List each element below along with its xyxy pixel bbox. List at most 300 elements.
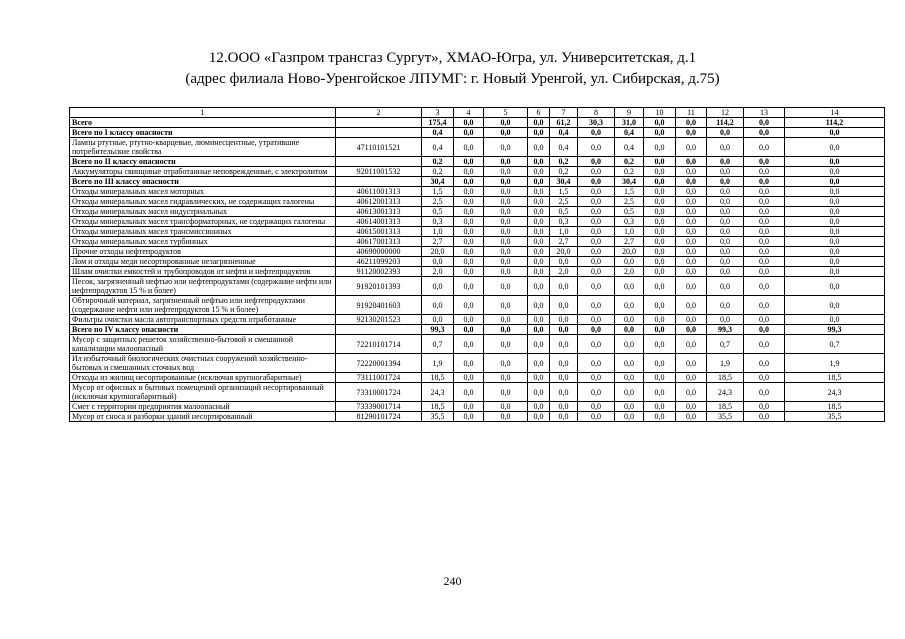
value-cell: 0,0 [528, 237, 550, 247]
value-cell: 2,5 [422, 197, 454, 207]
value-cell: 0,0 [676, 383, 707, 402]
value-cell: 0,0 [707, 217, 744, 227]
value-cell: 0,0 [744, 167, 785, 177]
value-cell: 24,3 [785, 383, 885, 402]
value-cell: 18,5 [707, 373, 744, 383]
value-cell: 114,2 [785, 118, 885, 128]
value-cell: 0,0 [484, 402, 528, 412]
value-cell: 0,0 [744, 267, 785, 277]
table-row [70, 207, 885, 217]
value-cell: 2,7 [615, 237, 644, 247]
value-cell: 0,0 [578, 177, 615, 187]
value-cell: 0,0 [528, 335, 550, 354]
value-cell: 0,0 [528, 217, 550, 227]
value-cell: 0,0 [454, 335, 484, 354]
value-cell: 0,0 [578, 157, 615, 167]
value-cell: 0,0 [484, 138, 528, 157]
waste-code-cell: 40617001313 [336, 237, 422, 247]
value-cell: 0,0 [550, 354, 578, 373]
value-cell: 0,0 [528, 383, 550, 402]
value-cell: 0,0 [484, 267, 528, 277]
waste-name-cell: Песок, загрязненный нефтью или нефтепродуктами (содержание нефти или нефтепродуктов 15 % и более) [70, 277, 336, 296]
value-cell: 18,5 [785, 373, 885, 383]
value-cell: 0,0 [484, 157, 528, 167]
value-cell: 0,0 [707, 247, 744, 257]
value-cell: 0,0 [578, 383, 615, 402]
waste-name-cell: Аккумуляторы свинцовые отработанные неповрежденные, с электролитом [70, 167, 336, 177]
value-cell: 0,0 [707, 128, 744, 138]
value-cell: 0,0 [484, 383, 528, 402]
value-cell: 0,0 [744, 354, 785, 373]
value-cell: 0,0 [528, 325, 550, 335]
waste-name-cell: Всего по II классу опасности [70, 157, 336, 167]
value-cell: 0,0 [785, 217, 885, 227]
column-header: 9 [615, 108, 644, 118]
waste-table [69, 107, 885, 422]
waste-code-cell [336, 118, 422, 128]
value-cell: 0,0 [550, 412, 578, 422]
value-cell: 0,0 [707, 267, 744, 277]
waste-code-cell [336, 128, 422, 138]
table-row [70, 167, 885, 177]
value-cell: 0,0 [578, 402, 615, 412]
value-cell: 0,0 [744, 187, 785, 197]
value-cell: 0,0 [707, 138, 744, 157]
value-cell: 0,0 [644, 267, 676, 277]
value-cell: 0,4 [615, 128, 644, 138]
value-cell: 0,0 [454, 373, 484, 383]
value-cell: 0,0 [744, 296, 785, 315]
value-cell: 0,0 [454, 177, 484, 187]
value-cell: 0,0 [528, 177, 550, 187]
value-cell: 24,3 [707, 383, 744, 402]
waste-code-cell: 72220001394 [336, 354, 422, 373]
value-cell: 0,0 [676, 267, 707, 277]
column-header: 4 [454, 108, 484, 118]
waste-name-cell: Отходы из жилищ несортированные (исключая крупногабаритные) [70, 373, 336, 383]
value-cell: 99,3 [422, 325, 454, 335]
waste-code-cell: 72210101714 [336, 335, 422, 354]
value-cell: 0,0 [744, 237, 785, 247]
value-cell: 20,0 [422, 247, 454, 257]
value-cell: 0,0 [744, 227, 785, 237]
value-cell: 0,0 [676, 247, 707, 257]
value-cell: 0,0 [528, 197, 550, 207]
table-row [70, 138, 885, 157]
value-cell: 0,0 [550, 373, 578, 383]
value-cell: 0,0 [454, 207, 484, 217]
value-cell: 0,0 [676, 315, 707, 325]
value-cell: 0,0 [744, 128, 785, 138]
value-cell: 0,0 [484, 354, 528, 373]
waste-code-cell: 81290101724 [336, 412, 422, 422]
value-cell: 20,0 [615, 247, 644, 257]
value-cell: 0,0 [644, 373, 676, 383]
table-row [70, 187, 885, 197]
waste-name-cell: Мусор с защитных решеток хозяйственно-бытовой и смешанной канализации малоопасный [70, 335, 336, 354]
value-cell: 0,0 [528, 402, 550, 412]
value-cell: 2,0 [422, 267, 454, 277]
table-row [70, 227, 885, 237]
value-cell: 0,0 [484, 177, 528, 187]
value-cell: 0,0 [676, 296, 707, 315]
value-cell: 0,0 [484, 227, 528, 237]
value-cell: 0,0 [550, 402, 578, 412]
value-cell: 0,0 [744, 257, 785, 267]
value-cell: 0,0 [644, 277, 676, 296]
table-row [70, 383, 885, 402]
value-cell: 0,0 [644, 257, 676, 267]
value-cell: 2,5 [615, 197, 644, 207]
value-cell: 2,7 [550, 237, 578, 247]
value-cell: 0,0 [484, 118, 528, 128]
value-cell: 0,0 [578, 325, 615, 335]
value-cell: 0,0 [676, 277, 707, 296]
value-cell: 0,4 [550, 128, 578, 138]
value-cell: 0,0 [707, 315, 744, 325]
value-cell: 0,0 [676, 157, 707, 167]
waste-code-cell: 40613001313 [336, 207, 422, 217]
value-cell: 0,0 [644, 247, 676, 257]
value-cell: 0,0 [744, 138, 785, 157]
value-cell: 0,0 [744, 335, 785, 354]
value-cell: 0,0 [744, 383, 785, 402]
value-cell: 0,0 [744, 177, 785, 187]
value-cell: 0,4 [615, 138, 644, 157]
value-cell: 0,0 [528, 118, 550, 128]
value-cell: 0,0 [644, 412, 676, 422]
column-header: 2 [336, 108, 422, 118]
waste-name-cell: Всего [70, 118, 336, 128]
value-cell: 0,0 [785, 207, 885, 217]
value-cell: 0,0 [644, 354, 676, 373]
waste-name-cell: Всего по III классу опасности [70, 177, 336, 187]
value-cell: 0,0 [615, 402, 644, 412]
value-cell: 0,0 [744, 402, 785, 412]
value-cell: 0,0 [484, 217, 528, 227]
value-cell: 0,0 [528, 187, 550, 197]
waste-code-cell: 73339001714 [336, 402, 422, 412]
document-subtitle-address: (адрес филиала Ново-Уренгойское ЛПУМГ: г. Новый Уренгой, ул. Сибирская, д.75) [185, 71, 720, 87]
value-cell: 0,0 [707, 237, 744, 247]
value-cell: 0,0 [676, 257, 707, 267]
value-cell: 0,0 [454, 383, 484, 402]
value-cell: 0,5 [615, 207, 644, 217]
value-cell: 0,0 [707, 177, 744, 187]
table-row [70, 237, 885, 247]
value-cell: 0,7 [785, 335, 885, 354]
value-cell: 0,0 [707, 207, 744, 217]
waste-name-cell: Лом и отходы меди несортированные незагрязненные [70, 257, 336, 267]
table-row [70, 197, 885, 207]
value-cell: 0,2 [615, 167, 644, 177]
value-cell: 0,0 [615, 373, 644, 383]
waste-code-cell: 40615001313 [336, 227, 422, 237]
value-cell: 0,0 [484, 207, 528, 217]
value-cell: 0,0 [644, 217, 676, 227]
value-cell: 0,0 [578, 207, 615, 217]
value-cell: 0,0 [454, 354, 484, 373]
waste-name-cell: Лампы ртутные, ртутно-кварцевые, люминесцентные, утратившие потребительские свойства [70, 138, 336, 157]
value-cell: 0,0 [707, 296, 744, 315]
waste-name-cell: Всего по IV классу опасности [70, 325, 336, 335]
column-header: 8 [578, 108, 615, 118]
waste-code-cell: 91120002393 [336, 267, 422, 277]
table-row [70, 267, 885, 277]
table-row [70, 315, 885, 325]
value-cell: 0,0 [528, 207, 550, 217]
table-row [70, 373, 885, 383]
value-cell: 0,0 [615, 315, 644, 325]
value-cell: 0,0 [785, 247, 885, 257]
value-cell: 0,0 [615, 296, 644, 315]
value-cell: 0,0 [528, 157, 550, 167]
column-header: 11 [676, 108, 707, 118]
value-cell: 0,3 [550, 217, 578, 227]
column-number-row [70, 108, 885, 118]
value-cell: 0,0 [644, 335, 676, 354]
document-title: 12.ООО «Газпром трансгаз Сургут», ХМАО-Югра, ул. Университетская, д.1 [208, 50, 697, 66]
value-cell: 0,0 [454, 257, 484, 267]
value-cell: 0,0 [578, 267, 615, 277]
value-cell: 0,0 [578, 217, 615, 227]
value-cell: 24,3 [422, 383, 454, 402]
value-cell: 0,0 [484, 412, 528, 422]
waste-code-cell [336, 177, 422, 187]
table-row [70, 296, 885, 315]
value-cell: 0,0 [615, 335, 644, 354]
value-cell: 0,0 [578, 227, 615, 237]
value-cell: 0,0 [644, 383, 676, 402]
subtotal-row [70, 157, 885, 167]
value-cell: 0,0 [550, 257, 578, 267]
value-cell: 0,0 [454, 247, 484, 257]
value-cell: 0,0 [785, 177, 885, 187]
value-cell: 0,0 [707, 197, 744, 207]
value-cell: 2,0 [550, 267, 578, 277]
value-cell: 0,0 [578, 187, 615, 197]
column-header: 14 [785, 108, 885, 118]
waste-code-cell: 40611001313 [336, 187, 422, 197]
table-row [70, 354, 885, 373]
value-cell: 0,0 [744, 118, 785, 128]
value-cell: 0,0 [454, 296, 484, 315]
page-number: 240 [443, 574, 462, 588]
value-cell: 0,0 [676, 128, 707, 138]
value-cell: 35,5 [707, 412, 744, 422]
value-cell: 0,0 [644, 177, 676, 187]
value-cell: 0,0 [676, 118, 707, 128]
value-cell: 0,0 [644, 187, 676, 197]
value-cell: 0,0 [484, 197, 528, 207]
value-cell: 0,0 [454, 187, 484, 197]
subtotal-row [70, 118, 885, 128]
value-cell: 0,0 [785, 128, 885, 138]
value-cell: 1,9 [422, 354, 454, 373]
value-cell: 0,0 [676, 402, 707, 412]
value-cell: 0,0 [615, 383, 644, 402]
table-body [70, 108, 885, 422]
value-cell: 0,0 [528, 373, 550, 383]
value-cell: 1,0 [615, 227, 644, 237]
value-cell: 0,0 [676, 335, 707, 354]
value-cell: 0,0 [644, 138, 676, 157]
value-cell: 0,0 [615, 277, 644, 296]
waste-code-cell: 73111001724 [336, 373, 422, 383]
value-cell: 0,0 [615, 354, 644, 373]
value-cell: 61,2 [550, 118, 578, 128]
value-cell: 0,0 [644, 207, 676, 217]
value-cell: 0,0 [744, 373, 785, 383]
value-cell: 30,4 [615, 177, 644, 187]
value-cell: 0,5 [550, 207, 578, 217]
value-cell: 0,0 [676, 412, 707, 422]
value-cell: 0,0 [454, 197, 484, 207]
value-cell: 0,0 [484, 277, 528, 296]
column-header: 7 [550, 108, 578, 118]
value-cell: 0,0 [676, 207, 707, 217]
value-cell: 0,0 [422, 257, 454, 267]
waste-name-cell: Отходы минеральных масел индустриальных [70, 207, 336, 217]
waste-code-cell: 92011001532 [336, 167, 422, 177]
value-cell: 0,0 [744, 197, 785, 207]
waste-code-cell: 46211099203 [336, 257, 422, 267]
value-cell: 2,5 [550, 197, 578, 207]
value-cell: 0,0 [528, 267, 550, 277]
value-cell: 0,0 [707, 187, 744, 197]
value-cell: 0,0 [484, 167, 528, 177]
value-cell: 0,0 [785, 257, 885, 267]
value-cell: 99,3 [707, 325, 744, 335]
value-cell: 0,0 [578, 138, 615, 157]
value-cell: 0,0 [676, 217, 707, 227]
value-cell: 0,0 [528, 277, 550, 296]
value-cell: 0,0 [676, 187, 707, 197]
value-cell: 0,0 [578, 257, 615, 267]
value-cell: 0,0 [484, 325, 528, 335]
subtotal-row [70, 128, 885, 138]
table-row [70, 335, 885, 354]
column-header: 13 [744, 108, 785, 118]
value-cell: 0,0 [454, 412, 484, 422]
value-cell: 0,0 [550, 296, 578, 315]
value-cell: 0,0 [785, 227, 885, 237]
value-cell: 0,0 [528, 227, 550, 237]
value-cell: 1,0 [550, 227, 578, 237]
table-row [70, 402, 885, 412]
value-cell: 0,4 [422, 138, 454, 157]
waste-name-cell: Мусор от офисных и бытовых помещений организаций несортированный (исключая крупногабаритный) [70, 383, 336, 402]
value-cell: 18,5 [707, 402, 744, 412]
waste-name-cell: Отходы минеральных масел моторных [70, 187, 336, 197]
value-cell: 0,0 [454, 167, 484, 177]
column-header: 10 [644, 108, 676, 118]
value-cell: 0,2 [550, 167, 578, 177]
value-cell: 0,3 [422, 217, 454, 227]
value-cell: 114,2 [707, 118, 744, 128]
value-cell: 0,0 [644, 325, 676, 335]
value-cell: 0,0 [528, 296, 550, 315]
waste-name-cell: Отходы минеральных масел трансмиссионных [70, 227, 336, 237]
value-cell: 0,0 [644, 315, 676, 325]
value-cell: 0,0 [676, 197, 707, 207]
value-cell: 0,0 [454, 217, 484, 227]
value-cell: 0,0 [528, 247, 550, 257]
value-cell: 0,0 [785, 138, 885, 157]
value-cell: 0,2 [422, 167, 454, 177]
waste-code-cell [336, 325, 422, 335]
table-row [70, 217, 885, 227]
column-header: 12 [707, 108, 744, 118]
value-cell: 0,0 [454, 325, 484, 335]
value-cell: 0,0 [550, 383, 578, 402]
value-cell: 0,0 [528, 412, 550, 422]
value-cell: 0,0 [484, 187, 528, 197]
value-cell: 0,3 [615, 217, 644, 227]
value-cell: 0,0 [707, 257, 744, 267]
value-cell: 2,0 [615, 267, 644, 277]
value-cell: 31,0 [615, 118, 644, 128]
value-cell: 0,0 [744, 247, 785, 257]
value-cell: 0,0 [578, 315, 615, 325]
value-cell: 0,0 [785, 167, 885, 177]
value-cell: 0,4 [550, 138, 578, 157]
waste-name-cell: Отходы минеральных масел турбинных [70, 237, 336, 247]
value-cell: 0,0 [744, 315, 785, 325]
value-cell: 0,0 [454, 267, 484, 277]
value-cell: 0,0 [484, 373, 528, 383]
waste-code-cell [336, 157, 422, 167]
value-cell: 30,4 [422, 177, 454, 187]
value-cell: 0,0 [676, 227, 707, 237]
subtotal-row [70, 177, 885, 187]
waste-name-cell: Смет с территории предприятия малоопасный [70, 402, 336, 412]
waste-code-cell: 40612001313 [336, 197, 422, 207]
value-cell: 0,0 [528, 354, 550, 373]
value-cell: 0,0 [644, 118, 676, 128]
value-cell: 0,0 [422, 315, 454, 325]
waste-code-cell: 91920401603 [336, 296, 422, 315]
value-cell: 0,0 [550, 315, 578, 325]
value-cell: 0,0 [644, 197, 676, 207]
value-cell: 0,0 [644, 296, 676, 315]
value-cell: 2,7 [422, 237, 454, 247]
value-cell: 1,5 [615, 187, 644, 197]
value-cell: 35,5 [422, 412, 454, 422]
value-cell: 1,5 [550, 187, 578, 197]
value-cell: 0,0 [785, 267, 885, 277]
value-cell: 0,0 [550, 335, 578, 354]
value-cell: 0,0 [550, 325, 578, 335]
value-cell: 0,0 [615, 325, 644, 335]
value-cell: 0,0 [578, 197, 615, 207]
column-header: 5 [484, 108, 528, 118]
value-cell: 18,5 [422, 402, 454, 412]
value-cell: 0,0 [454, 118, 484, 128]
value-cell: 0,0 [707, 157, 744, 167]
value-cell: 0,0 [484, 128, 528, 138]
value-cell: 0,0 [454, 402, 484, 412]
waste-code-cell: 92130201523 [336, 315, 422, 325]
waste-name-cell: Всего по I классу опасности [70, 128, 336, 138]
waste-name-cell: Фильтры очистки масла автотранспортных средств отработанные [70, 315, 336, 325]
value-cell: 0,0 [744, 277, 785, 296]
value-cell: 0,0 [454, 277, 484, 296]
value-cell: 0,0 [578, 277, 615, 296]
waste-code-cell: 91920101393 [336, 277, 422, 296]
value-cell: 0,0 [578, 128, 615, 138]
value-cell: 0,0 [528, 128, 550, 138]
